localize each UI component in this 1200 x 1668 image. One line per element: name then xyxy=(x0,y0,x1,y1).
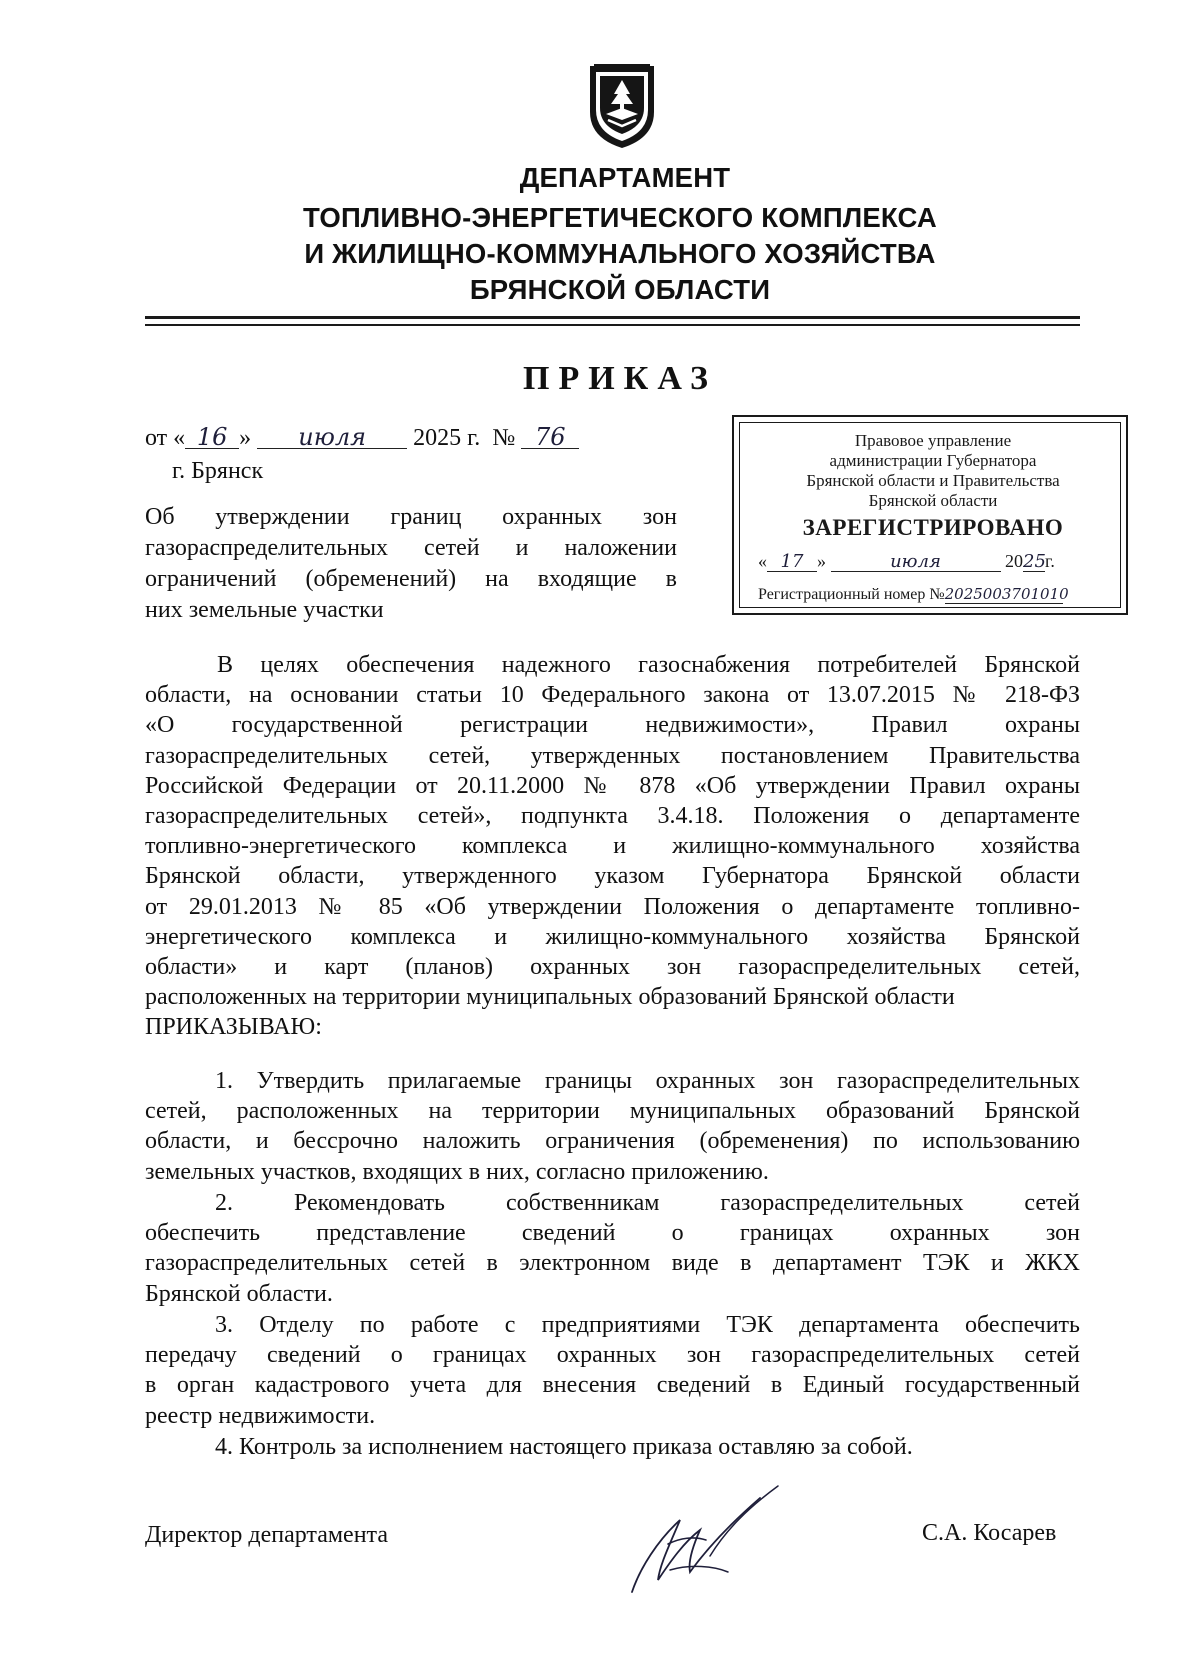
body-line: газораспределительных сетей, утвержденных постановлением Правительства xyxy=(145,742,1080,769)
order-item-3 xyxy=(145,1310,1080,1431)
body-line: земельных участков, входящих в них, согласно приложению. xyxy=(145,1158,769,1185)
body-line: газораспределительных сетей», подпункта 3.4.18. Положения о департаменте xyxy=(145,803,1080,830)
order-year: 2025 г. xyxy=(413,425,481,451)
body-line: области» и карт (планов) охранных зон газораспределительных сетей, xyxy=(145,954,1080,981)
department-name-line-4: БРЯНСКОЙ ОБЛАСТИ xyxy=(469,274,771,305)
coat-of-arms-icon xyxy=(584,62,660,150)
stamp-day-handwritten: 17 xyxy=(767,553,817,572)
stamp-org-line: Брянской области и Правительства xyxy=(806,471,1060,490)
stamp-reg-label: Регистрационный номер № xyxy=(758,586,945,603)
body-line: 2. Рекомендовать собственникам газораспределительных сетей xyxy=(215,1190,1080,1216)
body-line: Российской Федерации от 20.11.2000 № 878 «Об утверждении Правил охраны xyxy=(145,772,1080,799)
stamp-date-line xyxy=(758,551,1055,572)
document-title: ПРИКАЗ xyxy=(523,360,717,397)
body-line: топливно-энергетического комплекса и жилищно-коммунального хозяйства xyxy=(145,833,1080,860)
order-month-handwritten: июля xyxy=(257,426,407,449)
department-name-line-2: ТОПЛИВНО-ЭНЕРГЕТИЧЕСКОГО КОМПЛЕКСА xyxy=(303,202,937,233)
subject-line: Об утверждении границ охранных зон xyxy=(145,504,677,530)
stamp-reg-number-line xyxy=(758,585,1069,604)
stamp-year-handwritten: 25 xyxy=(1023,551,1046,572)
department-name-line-1: ДЕПАРТАМЕНТ xyxy=(519,162,731,193)
stamp-org-line: Правовое управление xyxy=(854,431,1012,450)
body-line: газораспределительных сетей в электронном виде в департамент ТЭК и ЖКХ xyxy=(145,1250,1080,1277)
stamp-date-open: « xyxy=(758,551,767,571)
header-divider-thin xyxy=(145,324,1080,326)
stamp-year-prefix: 20 xyxy=(1005,551,1023,571)
registration-stamp xyxy=(732,415,1128,615)
order-number-label: № xyxy=(492,425,516,451)
body-line: области, и бессрочно наложить ограничения (обременения) по использованию xyxy=(145,1128,1080,1155)
order-subject xyxy=(145,502,677,626)
stamp-date-close: » xyxy=(817,551,826,571)
body-line: 4. Контроль за исполнением настоящего приказа оставляю за собой. xyxy=(215,1434,913,1460)
stamp-registered-label: ЗАРЕГИСТРИРОВАНО xyxy=(802,515,1064,540)
order-city: г. Брянск xyxy=(172,458,264,484)
handwritten-signature-icon xyxy=(610,1480,810,1600)
signatory-name: С.А. Косарев xyxy=(922,1520,1057,1546)
body-line: В целях обеспечения надежного газоснабжения потребителей Брянской xyxy=(217,652,1080,678)
order-item-1 xyxy=(145,1066,1080,1187)
order-date-quote: » xyxy=(239,425,252,451)
stamp-inner-frame xyxy=(739,422,1121,608)
subject-line: ограничений (обременений) на входящие в xyxy=(145,566,677,592)
body-line: Брянской области. xyxy=(145,1280,333,1307)
header-divider-thick xyxy=(145,316,1080,319)
body-line: 3. Отделу по работе с предприятиями ТЭК департамента обеспечить xyxy=(215,1312,1080,1338)
stamp-year-unit: г. xyxy=(1045,551,1055,571)
body-line: реестр недвижимости. xyxy=(145,1402,376,1429)
body-line: области, на основании статьи 10 Федерального закона от 13.07.2015 № 218-ФЗ xyxy=(145,682,1080,709)
preamble-paragraph xyxy=(145,650,1080,1043)
department-name-line-3: И ЖИЛИЩНО-КОММУНАЛЬНОГО ХОЗЯЙСТВА xyxy=(304,238,936,269)
order-date-line xyxy=(145,425,579,452)
order-number-handwritten: 76 xyxy=(521,426,579,449)
body-line: в орган кадастрового учета для внесения сведений в Единый государственный xyxy=(145,1372,1080,1399)
body-line: расположенных на территории муниципальных образований Брянской области xyxy=(145,984,955,1011)
body-line: энергетического комплекса и жилищно-коммунального хозяйства Брянской xyxy=(145,923,1080,950)
stamp-org-line: Брянской области xyxy=(868,491,998,510)
order-item-2 xyxy=(145,1188,1080,1309)
subject-line: газораспределительных сетей и наложении xyxy=(145,535,677,561)
body-line: ПРИКАЗЫВАЮ: xyxy=(145,1014,322,1041)
body-line: обеспечить представление сведений о границах охранных зон xyxy=(145,1220,1080,1247)
stamp-reg-number-handwritten: 2025003701010 xyxy=(944,585,1069,603)
stamp-month-handwritten: июля xyxy=(831,553,1001,572)
body-line: Брянской области, утвержденного указом Губернатора Брянской области xyxy=(145,863,1080,890)
body-line: передачу сведений о границах охранных зон газораспределительных сетей xyxy=(145,1342,1080,1369)
order-day-handwritten: 16 xyxy=(185,426,239,449)
signatory-position: Директор департамента xyxy=(145,1522,388,1548)
body-line: от 29.01.2013 № 85 «Об утверждении Положения о департаменте топливно- xyxy=(145,893,1080,920)
body-line: сетей, расположенных на территории муниципальных образований Брянской xyxy=(145,1098,1080,1125)
order-item-4 xyxy=(145,1432,1080,1462)
body-line: «О государственной регистрации недвижимости», Правил охраны xyxy=(145,712,1080,739)
stamp-org-line: администрации Губернатора xyxy=(829,451,1037,470)
body-line: 1. Утвердить прилагаемые границы охранных зон газораспределительных xyxy=(215,1068,1080,1094)
subject-line: них земельные участки xyxy=(145,597,384,623)
order-date-prefix: от « xyxy=(145,425,186,451)
